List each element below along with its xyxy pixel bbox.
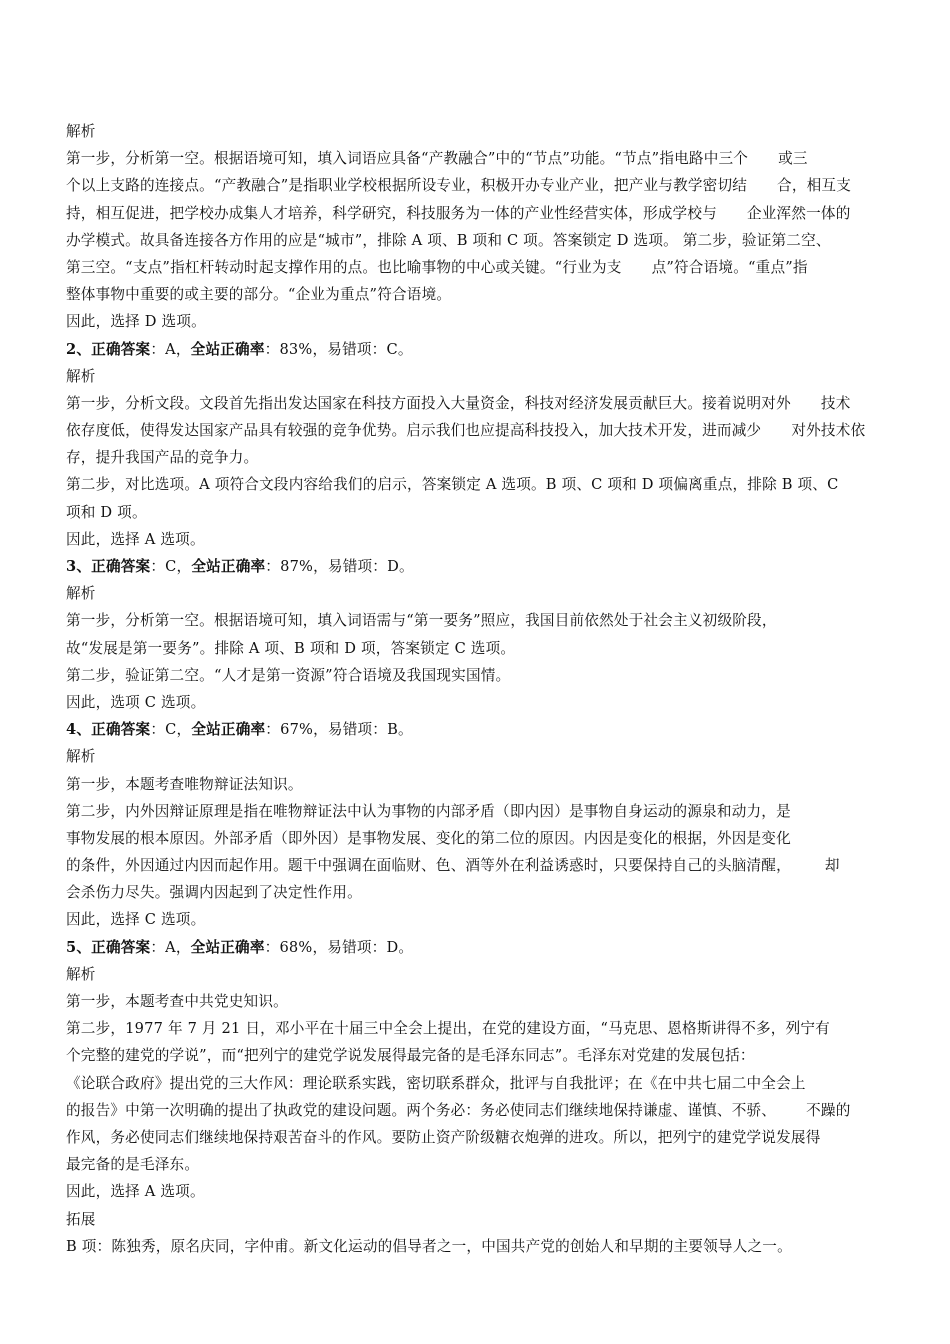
q4-answer-line: 4、正确答案：C，全站正确率：67%，易错项：B。 — [66, 721, 413, 739]
q5-answer-line: 5、正确答案：A，全站正确率：68%，易错项：D。 — [66, 938, 414, 956]
q5-line: 作风，务必使同志们继续地保持艰苦奋斗的作风。要防止资产阶级糖衣炮弹的进攻。所以，把列宁的建党学说发展得 — [66, 1128, 821, 1146]
q2-conclusion: 因此，选择 A 选项。 — [66, 530, 205, 548]
q4-line: 事物发展的根本原因。外部矛盾（即外因）是事物发展、变化的第二位的原因。内因是变化的根据，外因是变化 — [66, 829, 791, 847]
q5-extension-heading: 拓展 — [66, 1210, 96, 1228]
q5-analysis-heading: 解析 — [66, 965, 96, 983]
q2-analysis-heading: 解析 — [66, 367, 96, 385]
q5-conclusion: 因此，选择 A 选项。 — [66, 1183, 205, 1201]
q2-line: 项和 D 项。 — [66, 503, 147, 521]
q5-line: 第二步，1977 年 7 月 21 日，邓小平在十届三中全会上提出，在党的建设方面，“马克思、恩格斯讲得不多，列宁有 — [66, 1020, 830, 1038]
q1-line: 办学模式。故具备连接各方作用的应是“城市”，排除 A 项、B 项和 C 项。答案锁定 D 选项。 第二步，验证第二空、 — [66, 231, 831, 249]
q5-extension-line: B 项：陈独秀，原名庆同，字仲甫。新文化运动的倡导者之一，中国共产党的创始人和早期的主要领导人之一。 — [66, 1237, 792, 1255]
q5-line: 最完备的是毛泽东。 — [66, 1156, 200, 1174]
q1-conclusion: 因此，选择 D 选项。 — [66, 313, 206, 331]
q4-line: 会杀伤力尽失。强调内因起到了决定性作用。 — [66, 884, 362, 902]
q5-line: 的报告》中第一次明确的提出了执政党的建设问题。两个务必：务必使同志们继续地保持谦虚、谨慎、不骄、 不躁的 — [66, 1101, 851, 1119]
q4-line: 第一步，本题考查唯物辩证法知识。 — [66, 775, 303, 793]
q4-conclusion: 因此，选择 C 选项。 — [66, 911, 206, 929]
q2-answer-line: 2、正确答案：A，全站正确率：83%，易错项：C。 — [66, 340, 413, 358]
q3-answer-line: 3、正确答案：C，全站正确率：87%，易错项：D。 — [66, 558, 414, 575]
q3-conclusion: 因此，选项 C 选项。 — [66, 693, 206, 711]
q2-line: 第二步，对比选项。A 项符合文段内容给我们的启示，答案锁定 A 选项。B 项、C 项和 D 项偏离重点，排除 B 项、C — [66, 476, 839, 494]
q1-analysis-heading: 解析 — [66, 123, 96, 140]
q3-line: 第一步，分析第一空。根据语境可知，填入词语需与“第一要务”照应，我国目前依然处于社会主义初级阶段， — [66, 612, 777, 630]
q4-line: 的条件，外因通过内因而起作用。题干中强调在面临财、色、酒等外在利益诱惑时，只要保持自己的头脑清醒， 却 — [66, 857, 840, 875]
q5-line: 个完整的建党的学说”，而“把列宁的建党学说发展得最完备的是毛泽东同志”。毛泽东对党建的发展包括： — [66, 1047, 755, 1065]
q5-line: 《论联合政府》提出党的三大作风：理论联系实践，密切联系群众，批评与自我批评；在《在中共七届二中全会上 — [66, 1074, 806, 1092]
q2-line: 第一步，分析文段。文段首先指出发达国家在科技方面投入大量资金，科技对经济发展贡献巨大。接着说明对外 技术 — [66, 394, 851, 412]
q2-line: 存，提升我国产品的竞争力。 — [66, 449, 259, 467]
q5-line: 第一步，本题考查中共党史知识。 — [66, 993, 288, 1010]
q4-analysis-heading: 解析 — [66, 748, 96, 766]
document-page — [66, 118, 896, 1260]
q1-line: 第一步，分析第一空。根据语境可知，填入词语应具备“产教融合”中的“节点”功能。“节点”指电路中三个 或三 — [66, 150, 808, 168]
q3-analysis-heading: 解析 — [66, 585, 96, 603]
q4-line: 第二步，内外因辩证原理是指在唯物辩证法中认为事物的内部矛盾（即内因）是事物自身运动的源泉和动力，是 — [66, 802, 791, 820]
q2-line: 依存度低，使得发达国家产品具有较强的竞争优势。启示我们也应提高科技投入，加大技术开发，进而减少 对外技术依 — [66, 422, 866, 440]
q1-line: 持，相互促进，把学校办成集人才培养，科学研究，科技服务为一体的产业性经营实体，形成学校与 企业浑然一体的 — [66, 204, 851, 222]
q1-line: 第三空。“支点”指杠杆转动时起支撑作用的点。也比喻事物的中心或关键。“行业为支 点”符合语境。“重点”指 — [66, 258, 808, 276]
q1-line: 个以上支路的连接点。“产教融合”是指职业学校根据所设专业，积极开办专业产业，把产业与教学密切结 合，相互支 — [66, 177, 852, 195]
q1-line: 整体事物中重要的或主要的部分。“企业为重点”符合语境。 — [66, 286, 452, 304]
q3-line: 第二步，验证第二空。“人才是第一资源”符合语境及我国现实国情。 — [66, 666, 511, 684]
q3-line: 故“发展是第一要务”。排除 A 项、B 项和 D 项，答案锁定 C 选项。 — [66, 639, 516, 657]
